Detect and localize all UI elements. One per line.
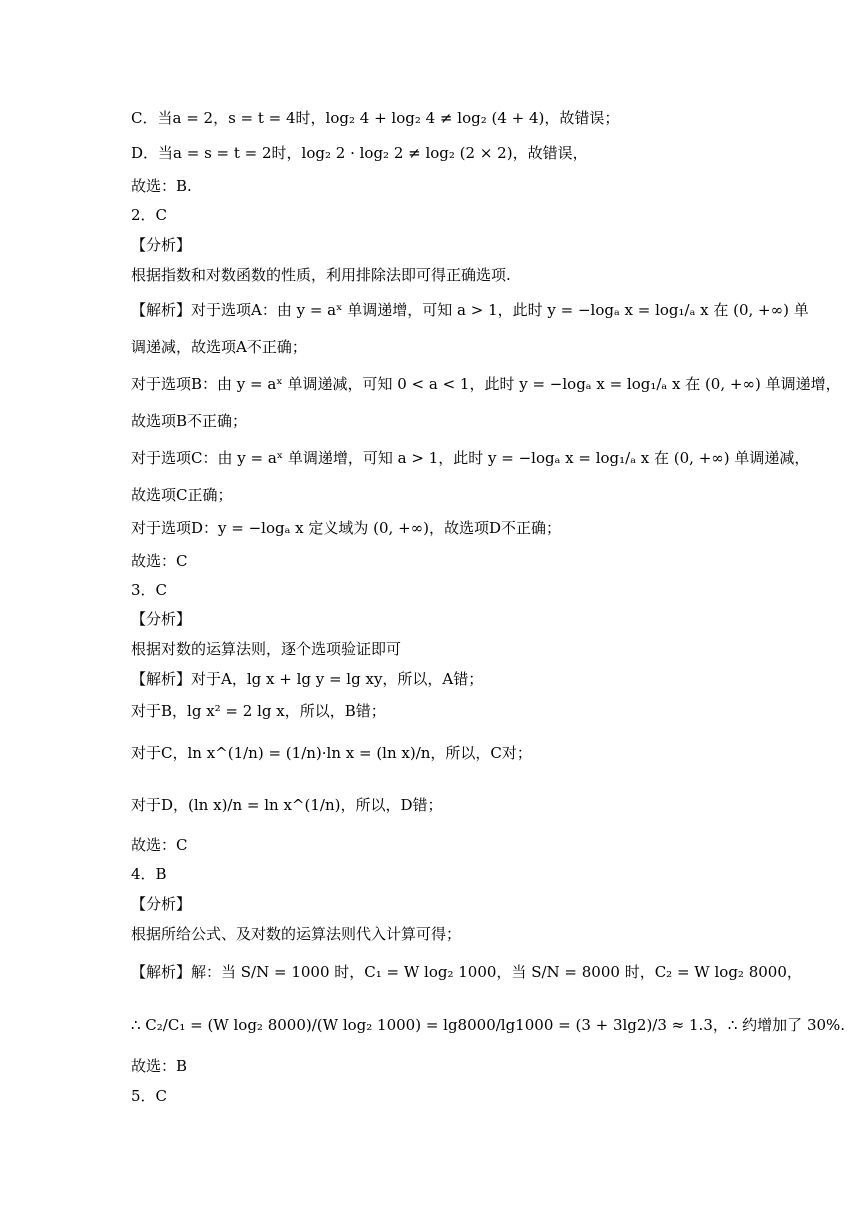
text-line: 故选项B不正确； bbox=[131, 412, 248, 430]
text-line: 【分析】 bbox=[131, 895, 192, 913]
text-line: 2．C bbox=[131, 206, 168, 224]
text-line: 故选：C bbox=[131, 552, 188, 570]
text-line: 对于选项C：由 y = aˣ 单调递增，可知 a > 1，此时 y = −logₐ x = log₁/ₐ x 在 (0, +∞) 单调递减， bbox=[131, 449, 810, 467]
text-line: 3．C bbox=[131, 581, 168, 599]
text-line: 【分析】 bbox=[131, 236, 192, 254]
text-line: 根据对数的运算法则，逐个选项验证即可 bbox=[131, 640, 402, 658]
text-line: 【解析】对于选项A：由 y = aˣ 单调递增，可知 a > 1，此时 y = −logₐ x = log₁/ₐ x 在 (0, +∞) 单 bbox=[131, 301, 809, 319]
text-line: 【分析】 bbox=[131, 610, 192, 628]
text-line: 对于C，ln x^(1/n) = (1/n)·ln x = (ln x)/n，所以，C对； bbox=[131, 744, 532, 762]
text-line: 对于D，(ln x)/n = ln x^(1/n)，所以，D错； bbox=[131, 796, 443, 814]
text-line: 对于选项B：由 y = aˣ 单调递减，可知 0 < a < 1，此时 y = −logₐ x = log₁/ₐ x 在 (0, +∞) 单调递增， bbox=[131, 375, 841, 393]
text-line: 故选项C正确； bbox=[131, 486, 233, 504]
text-line: 4．B bbox=[131, 865, 167, 883]
text-line: 调递减，故选项A不正确； bbox=[131, 338, 307, 356]
text-line: ∴ C₂/C₁ = (W log₂ 8000)/(W log₂ 1000) = lg8000/lg1000 = (3 + 3lg2)/3 ≈ 1.3，∴ 约增加了 30%. bbox=[131, 1016, 846, 1034]
text-line: 对于选项D：y = −logₐ x 定义域为 (0, +∞)，故选项D不正确； bbox=[131, 519, 562, 537]
text-line: 根据所给公式、及对数的运算法则代入计算可得； bbox=[131, 925, 462, 943]
text-line: 【解析】对于A，lg x + lg y = lg xy，所以，A错； bbox=[131, 670, 484, 688]
text-line: 故选：C bbox=[131, 836, 188, 854]
text-line: 【解析】解：当 S/N = 1000 时，C₁ = W log₂ 1000，当 S/N = 8000 时，C₂ = W log₂ 8000， bbox=[131, 963, 802, 981]
text-line: 对于B，lg x² = 2 lg x，所以，B错； bbox=[131, 702, 386, 720]
text-line: 故选：B. bbox=[131, 177, 192, 195]
text-line: D．当a = s = t = 2时，log₂ 2 · log₂ 2 ≠ log₂ (2 × 2)，故错误， bbox=[131, 144, 588, 162]
text-line: 5．C bbox=[131, 1087, 168, 1105]
text-line: C．当a = 2，s = t = 4时，log₂ 4 + log₂ 4 ≠ log₂ (4 + 4)，故错误； bbox=[131, 109, 620, 127]
text-line: 根据指数和对数函数的性质，利用排除法即可得正确选项. bbox=[131, 266, 511, 284]
text-line: 故选：B bbox=[131, 1057, 188, 1075]
